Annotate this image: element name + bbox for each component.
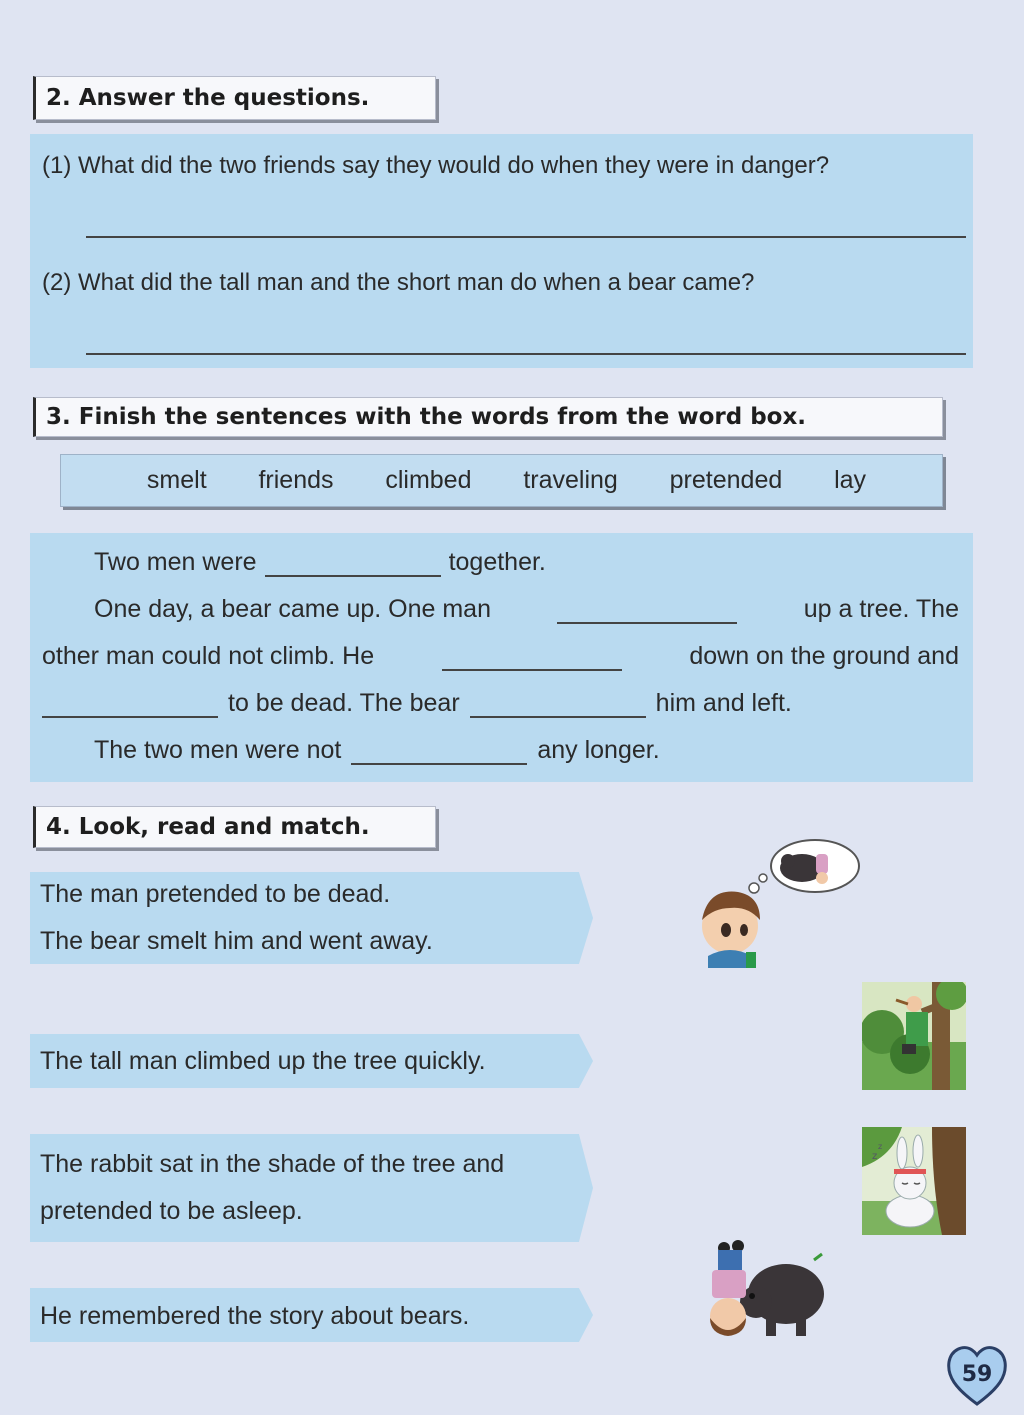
story-text: any longer.	[537, 736, 660, 764]
story-text: up a tree. The	[803, 595, 959, 623]
match-sentence-2[interactable]	[30, 1034, 593, 1088]
story-line-2	[94, 595, 959, 624]
story-line-1	[94, 548, 594, 577]
man-in-tree-picture[interactable]	[862, 982, 966, 1090]
blank-5[interactable]	[470, 696, 646, 718]
story-text: down on the ground and	[689, 642, 959, 670]
answer-line-2[interactable]	[86, 353, 966, 355]
story-text: Two men were	[94, 548, 257, 576]
question-1: (1) What did the two friends say they would do when they were in danger?	[42, 152, 830, 179]
story-text: to be dead. The bear	[228, 689, 460, 717]
man-and-bear-picture[interactable]	[696, 1240, 828, 1342]
match-sentence-1[interactable]	[30, 872, 593, 964]
blank-6[interactable]	[351, 743, 527, 765]
question-2: (2) What did the tall man and the short man do when a bear came?	[42, 269, 755, 296]
story-line-4	[42, 689, 832, 718]
story-text: other man could not climb. He	[42, 642, 375, 670]
story-text: The two men were not	[94, 736, 342, 764]
blank-3[interactable]	[442, 649, 622, 671]
blank-4[interactable]	[42, 696, 218, 718]
section-3-title	[33, 397, 943, 437]
section-2-title-text: 2. Answer the questions.	[46, 85, 370, 111]
sentence-text: pretended to be asleep.	[40, 1197, 303, 1225]
blank-2[interactable]	[557, 602, 737, 624]
page-number-badge	[945, 1340, 1009, 1408]
section-3-title-text: 3. Finish the sentences with the words from the word box.	[46, 404, 807, 430]
story-line-3	[42, 642, 959, 671]
story-text: him and left.	[655, 689, 792, 717]
answer-line-1[interactable]	[86, 236, 966, 238]
section-4-title	[33, 806, 436, 848]
svg-text:z: z	[878, 1142, 883, 1151]
match-sentence-4[interactable]	[30, 1288, 593, 1342]
page-number: 59	[961, 1362, 993, 1387]
section-2-title	[33, 76, 436, 120]
sentence-text: The man pretended to be dead.	[40, 880, 391, 908]
sleeping-rabbit-picture[interactable]	[862, 1127, 966, 1235]
word-traveling: traveling	[523, 466, 618, 494]
section-4-title-text: 4. Look, read and match.	[46, 814, 370, 840]
word-lay: lay	[834, 466, 867, 494]
sentence-text: The rabbit sat in the shade of the tree and	[40, 1150, 505, 1178]
sentence-text: He remembered the story about bears.	[40, 1302, 470, 1330]
word-pretended: pretended	[669, 466, 783, 494]
match-sentence-3[interactable]	[30, 1134, 593, 1242]
boy-thinking-picture[interactable]	[690, 836, 865, 968]
story-text: together.	[448, 548, 546, 576]
word-friends: friends	[258, 466, 334, 494]
story-line-5	[94, 736, 734, 765]
word-smelt: smelt	[146, 466, 207, 494]
sentence-text: The tall man climbed up the tree quickly.	[40, 1047, 486, 1075]
story-text: One day, a bear came up. One man	[94, 595, 491, 623]
svg-text:z: z	[872, 1151, 878, 1162]
blank-1[interactable]	[265, 555, 441, 577]
word-box	[60, 454, 943, 507]
word-climbed: climbed	[385, 466, 472, 494]
sentence-text: The bear smelt him and went away.	[40, 927, 433, 955]
